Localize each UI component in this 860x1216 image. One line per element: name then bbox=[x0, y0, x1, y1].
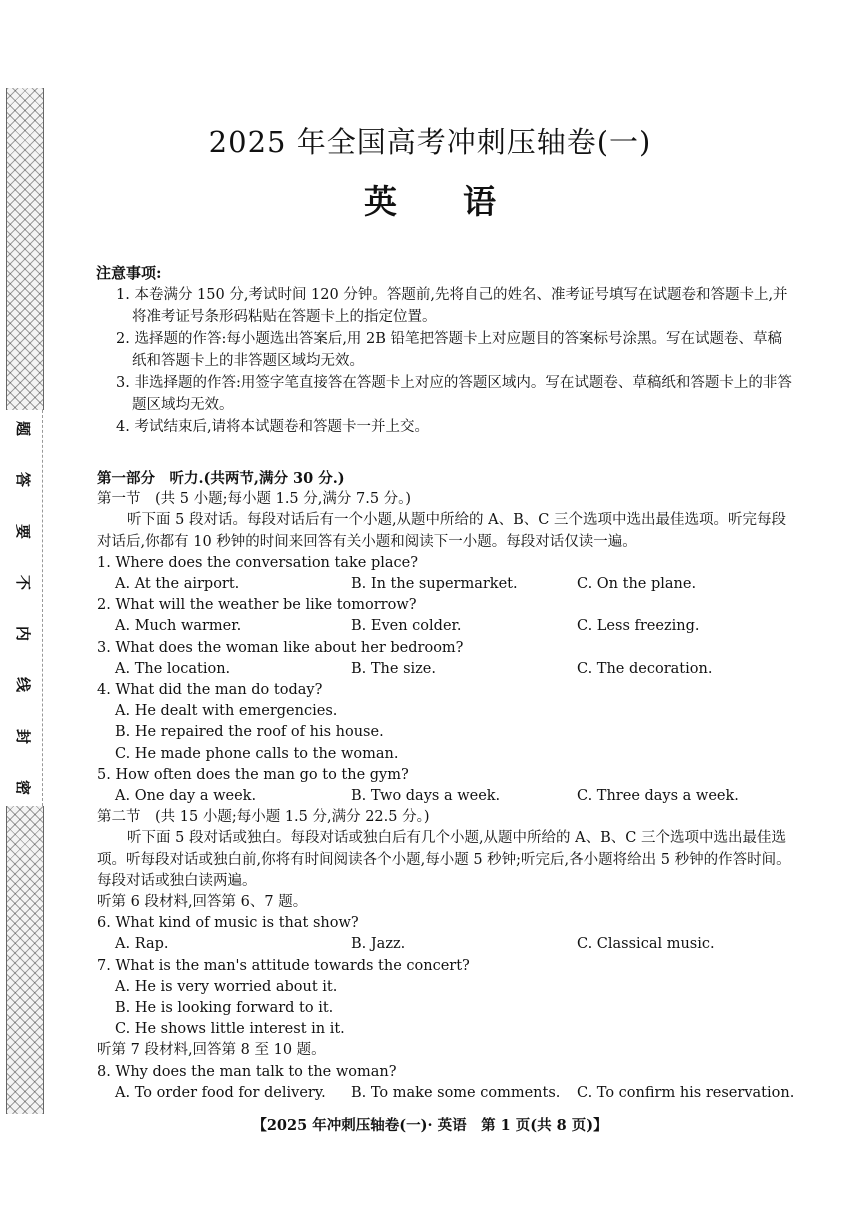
seal-char: 题 bbox=[14, 420, 33, 437]
option-c: C. Three days a week. bbox=[577, 788, 739, 805]
option-c: C. He made phone calls to the woman. bbox=[115, 745, 399, 762]
question-1-options bbox=[97, 574, 797, 595]
question-8-options bbox=[97, 1083, 797, 1104]
option-c: C. The decoration. bbox=[577, 660, 713, 677]
option-a: A. To order food for delivery. bbox=[115, 1084, 326, 1101]
exam-content bbox=[97, 468, 797, 1104]
question-3-options bbox=[97, 659, 797, 680]
option-a: A. One day a week. bbox=[115, 788, 257, 805]
note-item: 4. 考试结束后,请将本试题卷和答题卡一并上交。 bbox=[116, 419, 430, 435]
seal-char: 密 bbox=[14, 779, 33, 795]
option-b: B. Two days a week. bbox=[351, 788, 501, 805]
seal-char: 内 bbox=[14, 626, 33, 642]
page-footer: 【2025 年冲刺压轴卷(一)· 英语 第 1 页(共 8 页)】 bbox=[252, 1117, 608, 1134]
option-b: B. The size. bbox=[351, 660, 436, 677]
option-c: C. On the plane. bbox=[577, 576, 697, 593]
question-7-stem: 7. What is the man's attitude towards the concert? bbox=[97, 957, 470, 974]
question-5-options bbox=[97, 786, 797, 807]
option-a: A. The location. bbox=[115, 660, 231, 677]
material-6-heading: 听第 6 段材料,回答第 6、7 题。 bbox=[97, 894, 308, 911]
notes-block bbox=[96, 262, 796, 438]
note-item: 2. 选择题的作答:每小题选出答案后,用 2B 铅笔把答题卡上对应题目的答案标号涂黑。写在试题卷、草稿纸和答题卡上的非答题区域均无效。 bbox=[116, 331, 783, 369]
binding-margin bbox=[6, 88, 42, 1114]
option-a: A. He is very worried about it. bbox=[115, 978, 338, 995]
seal-char: 答 bbox=[14, 472, 33, 488]
note-item: 1. 本卷满分 150 分,考试时间 120 分钟。答题前,先将自己的姓名、准考证号填写在试题卷和答题卡上,并将准考证号条形码粘贴在答题卡上的指定位置。 bbox=[116, 287, 788, 325]
option-b: B. He repaired the roof of his house. bbox=[115, 724, 384, 741]
question-5-stem: 5. How often does the man go to the gym? bbox=[97, 766, 409, 783]
option-b: B. To make some comments. bbox=[351, 1084, 561, 1101]
option-c: C. To confirm his reservation. bbox=[577, 1084, 795, 1101]
question-1-stem: 1. Where does the conversation take place? bbox=[97, 554, 418, 571]
notes-heading: 注意事项: bbox=[96, 264, 162, 282]
seal-char: 不 bbox=[14, 574, 33, 590]
question-2-options bbox=[97, 616, 797, 637]
question-4-stem: 4. What did the man do today? bbox=[97, 682, 323, 699]
question-6-options bbox=[97, 934, 797, 955]
option-b: B. He is looking forward to it. bbox=[115, 1000, 334, 1017]
seal-char: 线 bbox=[14, 677, 33, 693]
option-b: B. Jazz. bbox=[351, 936, 406, 953]
question-3-stem: 3. What does the woman like about her bedroom? bbox=[97, 639, 464, 656]
option-c: C. He shows little interest in it. bbox=[115, 1021, 345, 1038]
option-a: A. At the airport. bbox=[115, 576, 240, 593]
binding-pattern-bottom bbox=[6, 806, 44, 1114]
section2-instructions: 听下面 5 段对话或独白。每段对话或独白后有几个小题,从题中所给的 A、B、C 三个选项中选出最佳选项。听每段对话或独白前,你将有时间阅读各个小题,每小题 5 秒钟;听完后,各小题将给出 5 秒钟的作答时间。每段对话或独白读两遍。 bbox=[97, 830, 791, 889]
option-a: A. Much warmer. bbox=[115, 618, 242, 635]
option-b: B. In the supermarket. bbox=[351, 576, 518, 593]
part1-title: 第一部分 听力.(共两节,满分 30 分.) bbox=[97, 470, 345, 487]
question-6-stem: 6. What kind of music is that show? bbox=[97, 915, 359, 932]
note-item: 3. 非选择题的作答:用签字笔直接答在答题卡上对应的答题区域内。写在试题卷、草稿纸和答题卡上的非答题区域均无效。 bbox=[116, 375, 792, 413]
seal-divider bbox=[42, 410, 44, 806]
section1-instructions: 听下面 5 段对话。每段对话后有一个小题,从题中所给的 A、B、C 三个选项中选出最佳选项。听完每段对话后,你都有 10 秒钟的时间来回答有关小题和阅读下一小题。每段对话仅读一遍。 bbox=[97, 512, 786, 550]
seal-char: 要 bbox=[14, 523, 33, 539]
option-c: C. Classical music. bbox=[577, 936, 715, 953]
exam-title: 2025 年全国高考冲刺压轴卷(一) bbox=[208, 125, 652, 159]
seal-char: 封 bbox=[14, 728, 33, 744]
option-c: C. Less freezing. bbox=[577, 618, 700, 635]
section2-title: 第二节 (共 15 小题;每小题 1.5 分,满分 22.5 分。) bbox=[97, 809, 430, 826]
subject-title: 英语 bbox=[364, 182, 562, 221]
question-8-stem: 8. Why does the man talk to the woman? bbox=[97, 1063, 397, 1080]
option-a: A. Rap. bbox=[115, 936, 169, 953]
material-7-heading: 听第 7 段材料,回答第 8 至 10 题。 bbox=[97, 1042, 326, 1059]
section1-title: 第一节 (共 5 小题;每小题 1.5 分,满分 7.5 分。) bbox=[97, 491, 412, 508]
option-a: A. He dealt with emergencies. bbox=[115, 703, 338, 720]
seal-line-text bbox=[6, 410, 42, 806]
option-b: B. Even colder. bbox=[351, 618, 462, 635]
question-2-stem: 2. What will the weather be like tomorrow? bbox=[97, 597, 417, 614]
